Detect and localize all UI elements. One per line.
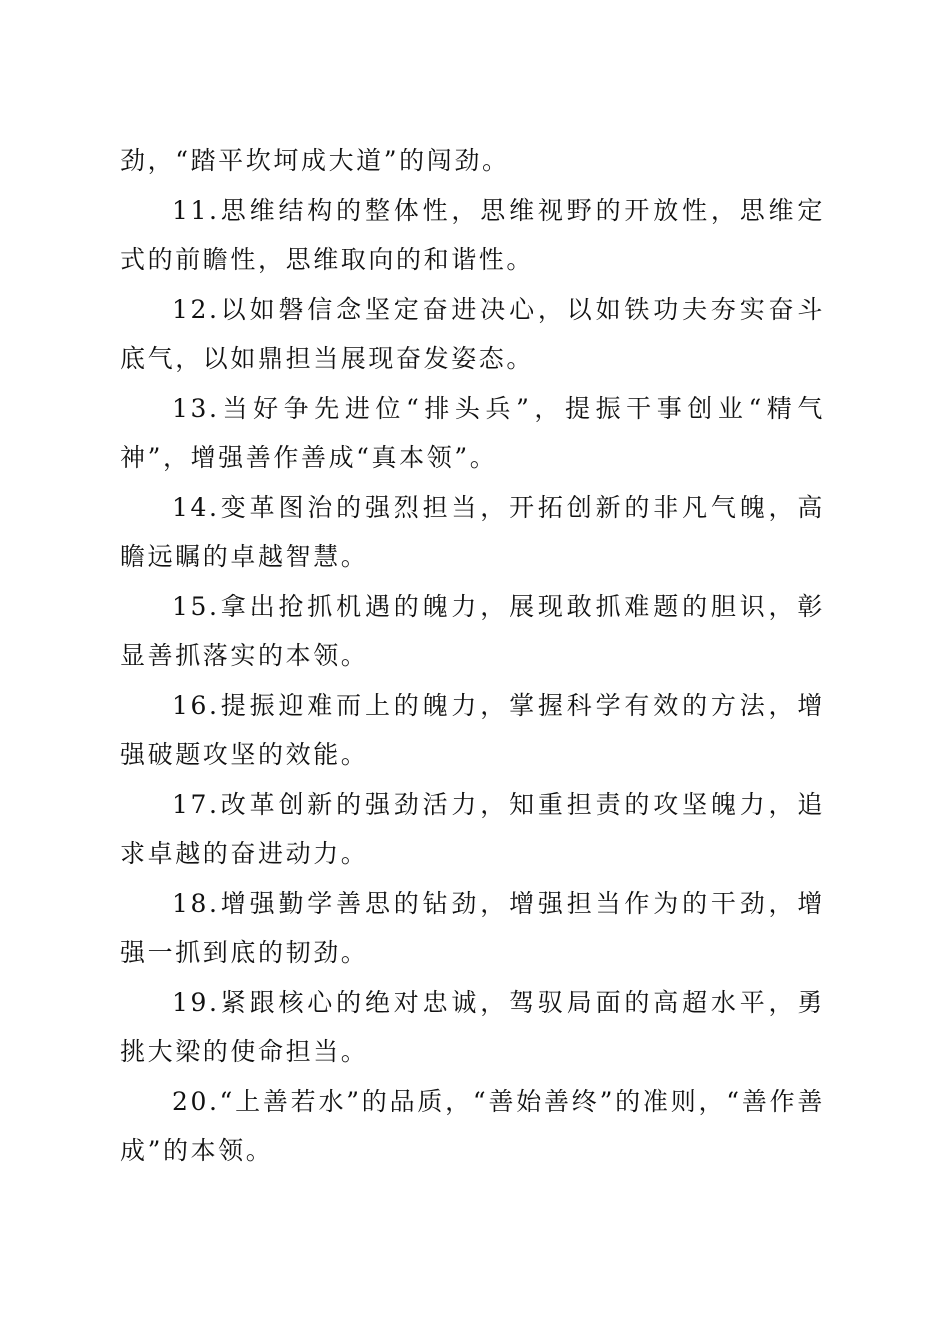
paragraph-item-15: 15.拿出抢抓机遇的魄力，展现敢抓难题的胆识，彰显善抓落实的本领。 bbox=[120, 591, 825, 670]
paragraph-item-19: 19.紧跟核心的绝对忠诚，驾驭局面的高超水平，勇挑大梁的使命担当。 bbox=[120, 987, 825, 1066]
paragraph-item-12: 12.以如磐信念坚定奋进决心，以如铁功夫夯实奋斗底气，以如鼎担当展现奋发姿态。 bbox=[120, 294, 825, 373]
paragraph-item-11: 11.思维结构的整体性，思维视野的开放性，思维定式的前瞻性，思维取向的和谐性。 bbox=[120, 195, 825, 274]
paragraph-item-16: 16.提振迎难而上的魄力，掌握科学有效的方法，增强破题攻坚的效能。 bbox=[120, 690, 825, 769]
paragraph-item-18: 18.增强勤学善思的钻劲，增强担当作为的干劲，增强一抓到底的韧劲。 bbox=[120, 888, 825, 967]
paragraph-continuation: 劲，“踏平坎坷成大道”的闯劲。 bbox=[120, 146, 510, 175]
paragraph-item-13: 13.当好争先进位“排头兵”，提振干事创业“精气神”，增强善作善成“真本领”。 bbox=[120, 393, 825, 472]
paragraph-item-17: 17.改革创新的强劲活力，知重担责的攻坚魄力，追求卓越的奋进动力。 bbox=[120, 789, 825, 868]
document-body bbox=[120, 136, 825, 1176]
paragraph-item-20: 20.“上善若水”的品质，“善始善终”的准则，“善作善成”的本领。 bbox=[120, 1086, 825, 1165]
paragraph-item-14: 14.变革图治的强烈担当，开拓创新的非凡气魄，高瞻远瞩的卓越智慧。 bbox=[120, 492, 825, 571]
